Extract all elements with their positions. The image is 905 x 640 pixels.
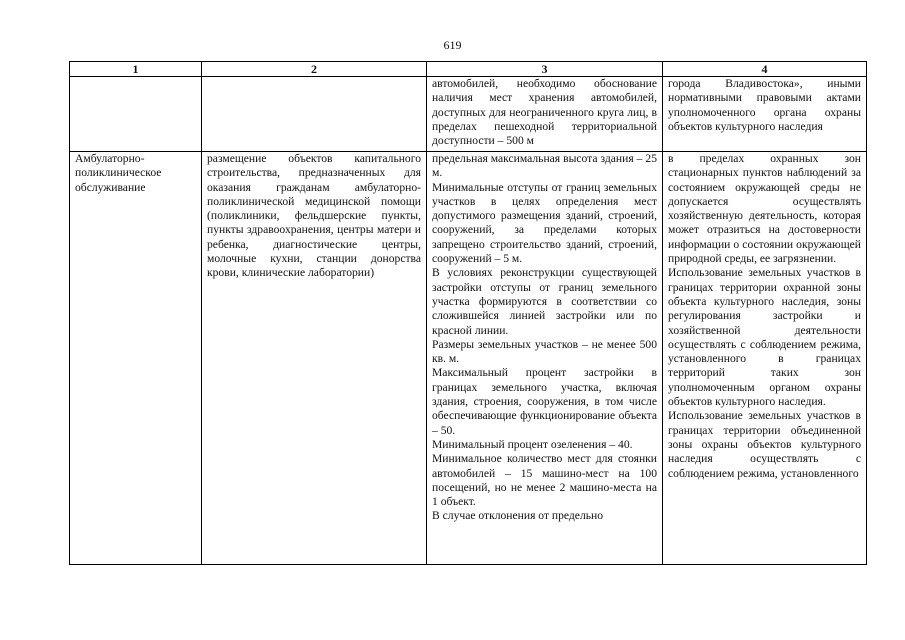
- paragraph: Максимальный процент застройки в границах земельного участка, включая здания, строения, сооружения, в том числе обеспечивающие функционирование объекта – 50.: [432, 366, 657, 437]
- table-row: [70, 77, 867, 152]
- column-header: 4: [663, 62, 867, 77]
- paragraph: предельная максимальная высота здания – 25 м.: [432, 152, 657, 180]
- column-header: 1: [70, 62, 202, 77]
- parameters-cell: [427, 152, 663, 565]
- use-type-cell: Амбулаторно-поликлиническое обслуживание: [70, 152, 202, 565]
- paragraph: автомобилей, необходимо обоснование наличия мест хранения автомобилей, доступных для неограниченного круга лиц, в пределах пешеходной территориальной доступности – 500 м: [432, 77, 657, 148]
- column-header: 2: [202, 62, 427, 77]
- table-cell: [427, 77, 663, 152]
- table-cell: [663, 77, 867, 152]
- paragraph: В условиях реконструкции существующей застройки отступы от границ земельного участка формируются в соответствии со сложившейся линией застройки или по красной линии.: [432, 266, 657, 337]
- column-header: 3: [427, 62, 663, 77]
- paragraph: В случае отклонения от предельно: [432, 509, 604, 523]
- table-row: [70, 152, 867, 565]
- paragraph: Минимальный процент озеленения – 40.: [432, 437, 633, 451]
- paragraph: Минимальные отступы от границ земельных участков в целях определения мест допустимого размещения зданий, строений, сооружений, за пределами которых запрещено строительство зданий, строений, сооружений – 5 м.: [432, 180, 657, 266]
- table-cell: [70, 77, 202, 152]
- description-cell: размещение объектов капитального строительства, предназначенных для оказания гражданам амбулаторно-поликлинической медицинской помощи (поликлиники, фельдшерские пункты, пункты здравоохранения, центры матери и ребенка, диагностические центры, молочные кухни, станции донорства крови, клинические лаборатории): [202, 152, 427, 565]
- paragraph: Минимальное количество мест для стоянки автомобилей – 15 машино-мест на 100 посещений, но не менее 2 машино-места на 1 объект.: [432, 452, 657, 509]
- regulations-table: [69, 61, 867, 565]
- restrictions-cell: [663, 152, 867, 565]
- table-cell: [202, 77, 427, 152]
- table-header-row: [70, 62, 867, 77]
- page-number: 619: [443, 38, 462, 52]
- paragraph: Использование земельных участков в границах территории охранной зоны объекта культурного наследия, зоны регулирования застройки и хозяйственной деятельности осуществлять с соблюдением режима, установленного в границах территорий таких зон уполномоченным органом охраны объектов культурного наследия.: [668, 266, 861, 409]
- paragraph: Использование земельных участков в границах территории объединенной зоны охраны объектов культурного наследия осуществлять с соблюдением режима, установленного: [668, 409, 861, 480]
- paragraph: города Владивостока», иными нормативными правовыми актами уполномоченного органа охраны объектов культурного наследия: [668, 77, 861, 133]
- paragraph: Размеры земельных участков – не менее 500 кв. м.: [432, 337, 657, 366]
- paragraph: в пределах охранных зон стационарных пунктов наблюдений за состоянием окружающей среды не допускается осуществлять хозяйственную деятельность, которая может отразиться на достоверности информации о состоянии окружающей природной среды, ее загрязнении.: [668, 152, 861, 266]
